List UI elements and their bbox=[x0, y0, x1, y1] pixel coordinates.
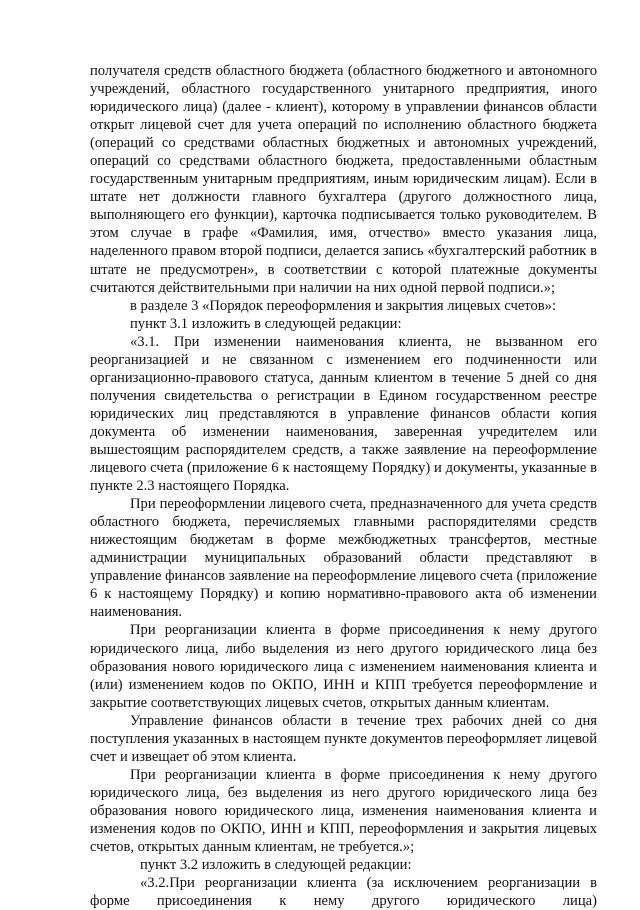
paragraph-transfers-account: При переоформлении лицевого счета, предназначенного для учета средств областного бюджета, перечисляемых главными распорядителями средств нижестоящим бюджетам в форме межбюджетных трансфертов, местные администрации муниципальных образований области представляют в управление финансов заявление на переоформление лицевого счета (приложение 6 к настоящему Порядку) и копию нормативно-правового акта об изменении наименования. bbox=[90, 496, 597, 621]
paragraph-section-3-intro: в разделе 3 «Порядок переоформления и закрытия лицевых счетов»: bbox=[130, 297, 557, 314]
paragraph-item-3-1: «3.1. При изменении наименования клиента, не вызванном его реорганизацией и не связанном с изменением его подчиненности или организационно-правового статуса, данным клиентом в течение 5 дней со дня получения свидетельства о регистрации в Едином государственном реестре юридических лиц представляются в управление финансов области копия документа об изменении наименования, заверенная учредителем или вышестоящим распорядителем средств, а также заявление на переоформление лицевого счета (приложение 6 к настоящему Порядку) и документы, указанные в пункте 2.3 настоящего Порядка. bbox=[90, 333, 597, 495]
document-page bbox=[90, 62, 597, 910]
paragraph-three-days: Управление финансов области в течение трех рабочих дней со дня поступления указанных в настоящем пункте документов переоформляет лицевой счет и извещает об этом клиента. bbox=[90, 712, 597, 765]
paragraph-item-3-2: «3.2.При реорганизации клиента (за исключением реорганизации в форме присоединения к нему другого юридического лица) bbox=[90, 875, 597, 910]
paragraph-reorganization-change: При реорганизации клиента в форме присоединения к нему другого юридического лица, либо выделения из него другого юридического лица без образования нового юридического лица с изменением наименования клиента и (или) изменением кодов по ОКПО, ИНН и КПП требуется переоформление и закрытие соответствующих лицевых счетов, открытых данным клиентам. bbox=[90, 622, 597, 711]
paragraph-reorganization-no-change: При реорганизации клиента в форме присоединения к нему другого юридического лица, без выделения из него другого юридического лица без образования нового юридического лица, изменения наименования клиента и изменения кодов по ОКПО, ИНН и КПП, переоформления и закрытия лицевых счетов, открытых данным клиентам, не требуется.»; bbox=[90, 766, 597, 856]
paragraph-item-3-2-intro: пункт 3.2 изложить в следующей редакции: bbox=[140, 857, 412, 874]
paragraph-item-3-1-intro: пункт 3.1 изложить в следующей редакции: bbox=[130, 315, 402, 332]
paragraph-signature-card: получателя средств областного бюджета (областного бюджетного и автономного учреждений, областного государственного унитарного предприятия, иного юридического лица) (далее - клиент), которому в управлении финансов области открыт лицевой счет для учета операций по исполнению областного бюджета (операций со средствами областных бюджетных и автономных учреждений, операций со средствами областного бюджета, предоставленными областным государственным унитарным предприятиям, иным юридическим лицам). Если в штате нет должности главного бухгалтера (другого должностного лица, выполняющего его функции), карточка подписывается только руководителем. В этом случае в графе «Фамилия, имя, отчество» вместо указания лица, наделенного правом второй подписи, делается запись «бухгалтерский работник в штате не предусмотрен», в соответствии с которой платежные документы считаются действительными при наличии на них одной первой подписи.»; bbox=[90, 63, 597, 296]
